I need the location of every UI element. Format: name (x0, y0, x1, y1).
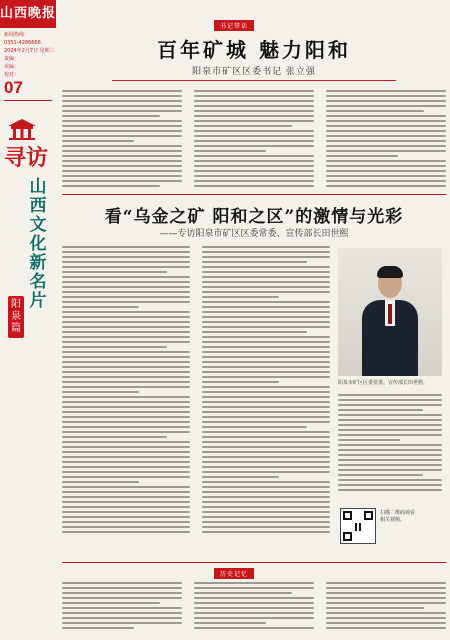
article-top-body (62, 90, 446, 190)
hotline-number: 0351-4286666 (4, 40, 41, 46)
article-bottom-col2 (194, 582, 314, 632)
section-tag-bottom: 历史记忆 (214, 568, 254, 579)
byline-top: 阳泉市矿区区委书记 张立强 (192, 67, 316, 77)
byline-rule (112, 80, 396, 81)
section-divider-bottom (62, 562, 446, 563)
video-qr-code[interactable] (340, 508, 376, 544)
interviewee-photo (338, 248, 442, 376)
article-top-col1 (62, 90, 182, 190)
editor-credit: 责编： (4, 56, 20, 62)
photo-caption: 阳泉市矿区区委常委、宣传部长田世熙。 (338, 380, 429, 386)
headline-top: 百年矿城 魅力阳和 (157, 38, 351, 62)
interview-col2 (202, 246, 330, 536)
article-bottom-col3 (326, 582, 446, 632)
article-interview-body-right (338, 394, 442, 502)
interview-col1 (62, 246, 190, 536)
section-tag-top: 书记带话 (214, 20, 254, 31)
proofreader-credit: 校对： (4, 72, 20, 78)
photo-tie (388, 304, 392, 324)
issue-date: 2024年2月7日 星期三 (4, 48, 55, 54)
column-kicker: 寻访 (4, 145, 49, 171)
article-interview-body (62, 246, 332, 558)
left-sidebar (0, 0, 56, 640)
article-bottom-col1 (62, 582, 182, 632)
page-number: 07 (4, 78, 23, 97)
hotline-label: 新闻热线： (4, 32, 30, 38)
column-title: 山西文化新名片 (29, 177, 47, 311)
section-divider-top (62, 194, 446, 195)
article-top-col3 (326, 90, 446, 190)
subheadline-interview: ——专访阳泉市矿区区委常委、宣传部长田世熙 (159, 229, 349, 239)
photo-hair (377, 266, 403, 278)
page-number-rule (4, 100, 52, 101)
qr-instruction: 扫描二维码观看 相关视频。 (380, 510, 416, 523)
pavilion-emblem-icon (6, 118, 38, 140)
headline-interview: 看“乌金之矿 阳和之区”的激情与光彩 (104, 207, 404, 227)
column-badge: 阳泉篇 (8, 296, 24, 338)
article-bottom-body (62, 582, 446, 636)
masthead-logo: 山西晚报 (0, 0, 56, 28)
issue-meta (4, 31, 54, 79)
article-top-col2 (194, 90, 314, 190)
designer-credit: 美编： (4, 64, 20, 70)
